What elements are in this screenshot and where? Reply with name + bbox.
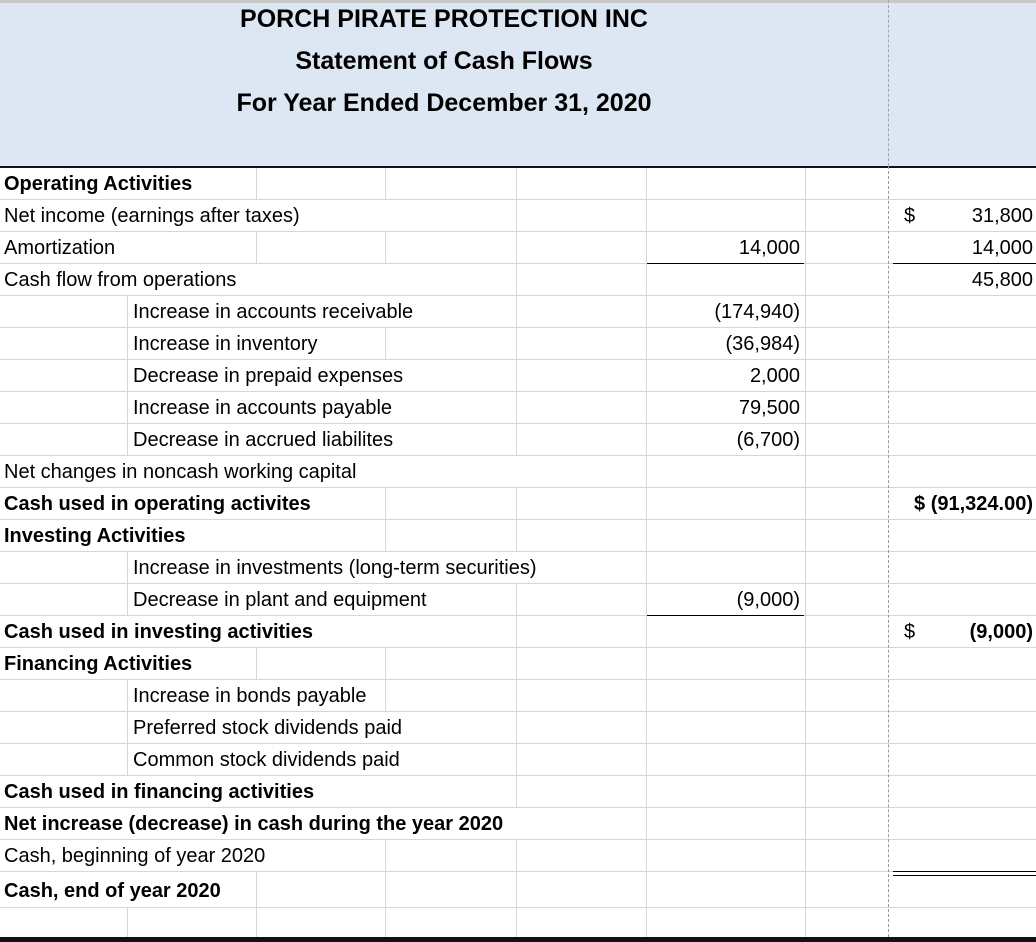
net-income-label: Net income (earnings after taxes)	[4, 205, 300, 227]
inventory-amount: (36,984)	[725, 333, 800, 355]
row-investments[interactable]	[0, 552, 1036, 584]
gridline-col-d-5	[385, 648, 386, 712]
row-accounts-payable[interactable]	[0, 392, 1036, 424]
row-cash-used-investing[interactable]	[0, 616, 1036, 648]
accrued-label: Decrease in accrued liabilites	[133, 429, 394, 451]
cash-begin-label: Cash, beginning of year 2020	[4, 845, 266, 867]
gridline-col-d-4	[385, 488, 386, 552]
gridline-col-e-2	[516, 488, 517, 552]
statement-period: For Year Ended December 31, 2020	[236, 89, 652, 117]
plant-amount: (9,000)	[736, 589, 800, 611]
row-operating-header[interactable]	[0, 168, 1036, 200]
top-border	[0, 0, 1036, 3]
gridline-col-b-bottom	[127, 908, 128, 937]
row-amortization[interactable]	[0, 232, 1036, 264]
ap-amount: 79,500	[738, 397, 800, 419]
row-accounts-receivable[interactable]	[0, 296, 1036, 328]
cash-flow-ops-total: 45,800	[971, 269, 1033, 291]
accrued-amount: (6,700)	[736, 429, 800, 451]
gridline-col-b-investing	[127, 552, 128, 616]
cash-used-inv-currency: $	[904, 621, 916, 643]
prepaid-amount: 2,000	[749, 365, 800, 387]
financing-activities-heading: Financing Activities	[4, 653, 193, 675]
row-accrued[interactable]	[0, 424, 1036, 456]
ar-label: Increase in accounts receivable	[133, 301, 414, 323]
gridline-col-e-3	[516, 584, 517, 808]
gridline-col-h-dashed	[888, 166, 889, 937]
common-label: Common stock dividends paid	[133, 749, 400, 771]
cash-used-inv-total: (9,000)	[969, 621, 1033, 643]
net-increase-label: Net increase (decrease) in cash during the year 2020	[4, 813, 504, 835]
row-cash-used-operating[interactable]	[0, 488, 1036, 520]
cash-used-inv-label: Cash used in investing activities	[4, 621, 313, 643]
gridline-col-e-4	[516, 840, 517, 937]
inventory-label: Increase in inventory	[133, 333, 318, 355]
gridline-col-d-6	[385, 840, 386, 937]
preferred-label: Preferred stock dividends paid	[133, 717, 403, 739]
gridline-col-d-2	[385, 232, 386, 264]
gridline-col-d-3	[385, 328, 386, 360]
row-cash-end[interactable]	[0, 872, 1036, 908]
bottom-border	[0, 937, 1036, 942]
row-bonds[interactable]	[0, 680, 1036, 712]
amortization-total: 14,000	[971, 237, 1033, 259]
row-net-increase[interactable]	[0, 808, 1036, 840]
row-prepaid[interactable]	[0, 360, 1036, 392]
gridline-col-c-3	[256, 648, 257, 680]
row-net-income[interactable]	[0, 200, 1036, 232]
row-common[interactable]	[0, 744, 1036, 776]
row-net-changes[interactable]	[0, 456, 1036, 488]
row-financing-header[interactable]	[0, 648, 1036, 680]
gridline-col-g	[805, 168, 806, 937]
statement-header	[0, 0, 1036, 168]
investing-activities-heading: Investing Activities	[4, 525, 186, 547]
row-preferred[interactable]	[0, 712, 1036, 744]
statement-title: Statement of Cash Flows	[295, 47, 593, 75]
prepaid-label: Decrease in prepaid expenses	[133, 365, 404, 387]
ar-amount: (174,940)	[714, 301, 800, 323]
company-name: PORCH PIRATE PROTECTION INC	[240, 5, 648, 33]
gridline-col-b-financing	[127, 680, 128, 776]
gridline-col-c-2	[256, 232, 257, 264]
amortization-label: Amortization	[4, 237, 116, 259]
row-inventory[interactable]	[0, 328, 1036, 360]
gridline-col-e-1	[516, 168, 517, 456]
cash-used-ops-label: Cash used in operating activites	[4, 493, 311, 515]
gridline-col-c-4	[256, 872, 257, 937]
ap-label: Increase in accounts payable	[133, 397, 393, 419]
row-cash-beginning[interactable]	[0, 840, 1036, 872]
header-column-separator	[888, 0, 890, 166]
plant-label: Decrease in plant and equipment	[133, 589, 427, 611]
investments-label: Increase in investments (long-term securities)	[133, 557, 537, 579]
row-empty[interactable]	[0, 908, 1036, 938]
bonds-label: Increase in bonds payable	[133, 685, 367, 707]
cash-end-label: Cash, end of year 2020	[4, 880, 221, 902]
operating-activities-heading: Operating Activities	[4, 173, 193, 195]
amortization-amount: 14,000	[738, 237, 800, 259]
cash-used-fin-label: Cash used in financing activities	[4, 781, 315, 803]
row-cash-flow-ops[interactable]	[0, 264, 1036, 296]
gridline-col-b-ops	[127, 296, 128, 456]
cash-flow-ops-label: Cash flow from operations	[4, 269, 237, 291]
net-changes-label: Net changes in noncash working capital	[4, 461, 357, 483]
cash-used-ops-total: $ (91,324.00)	[914, 493, 1033, 515]
row-cash-used-financing[interactable]	[0, 776, 1036, 808]
gridline-col-d-1	[385, 168, 386, 200]
net-income-total: 31,800	[971, 205, 1033, 227]
net-income-currency: $	[904, 205, 916, 227]
row-plant[interactable]	[0, 584, 1036, 616]
gridline-col-f	[646, 168, 647, 937]
gridline-col-c-1	[256, 168, 257, 200]
row-investing-header[interactable]	[0, 520, 1036, 552]
